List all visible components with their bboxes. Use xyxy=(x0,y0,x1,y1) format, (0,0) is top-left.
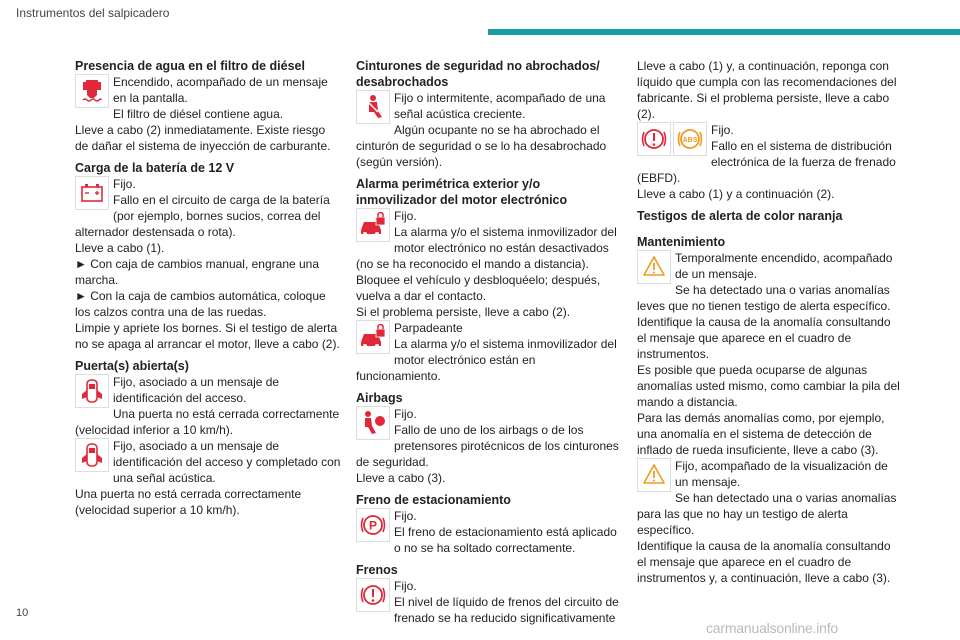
car-lock-alarm-icon xyxy=(356,208,390,242)
airbag-icon xyxy=(356,406,390,440)
heading-water-in-diesel: Presencia de agua en el filtro de diésel xyxy=(75,59,305,73)
battery-para-4: Limpie y apriete los bornes. Si el testigo de alerta no se apaga al arrancar el motor, lleve a cabo (2). xyxy=(75,321,340,351)
icon-row-ebfd xyxy=(637,122,903,186)
column-1 xyxy=(75,58,341,518)
icon-row-alarm-2 xyxy=(356,320,622,384)
heading-airbags: Airbags xyxy=(356,391,403,405)
icon-row-door-2 xyxy=(75,438,341,486)
battery-icon-text-2: Fallo en el circuito de carga de la batería (por ejemplo, bornes sucios, correa del alternador destensada o rota). xyxy=(75,193,330,239)
maintenance-para-3: Es posible que pueda ocuparse de algunas anomalías usted mismo, como cambiar la pila del mando a distancia. xyxy=(637,363,900,409)
car-lock-alarm-blinking-icon xyxy=(356,320,390,354)
brake-icon xyxy=(637,122,671,156)
warning-triangle-icon xyxy=(637,458,671,492)
battery-para-1: Lleve a cabo (1). xyxy=(75,241,165,255)
parking-brake-icon-text-2: El freno de estacionamiento está aplicado o no se ha soltado correctamente. xyxy=(394,525,617,555)
column-3 xyxy=(637,58,903,586)
alarm-icon-1-text-1: Fijo. xyxy=(394,209,417,223)
alarm-icon-1-text-2: La alarma y/o el sistema inmovilizador del motor electrónico no están desactivados (no se ha reconocido el mando a distancia). xyxy=(356,225,617,271)
alarm-icon-2-text-1: Parpadeante xyxy=(394,321,463,335)
maintenance-para-1: Se ha detectado una o varias anomalías leves que no tienen testigo de alerta específico. xyxy=(637,283,891,313)
maintenance-para-4: Para las demás anomalías como, por ejemplo, una anomalía en el sistema de detección de inflado de rueda insuficiente, lleve a cabo (3). xyxy=(637,411,885,457)
heading-brakes: Frenos xyxy=(356,563,398,577)
icon-row-maintenance-1 xyxy=(637,250,903,282)
doors-para-2: Una puerta no está cerrada correctamente (velocidad superior a 10 km/h). xyxy=(75,487,302,517)
icon-row-seatbelt xyxy=(356,90,622,122)
svg-text:P: P xyxy=(368,518,378,533)
battery-icon xyxy=(75,176,109,210)
airbag-icon-text-1: Fijo. xyxy=(394,407,417,421)
icon-row-water-in-diesel xyxy=(75,74,341,106)
maintenance-icon-2-text: Fijo, acompañado de la visualización de un mensaje. xyxy=(675,459,888,489)
ebfd-icon-text-2: Fallo en el sistema de distribución electrónica de la fuerza de frenado (EBFD). xyxy=(637,139,896,185)
heading-seatbelts: Cinturones de seguridad no abrochados/ desabrochados xyxy=(356,59,600,89)
heading-orange-warnings: Testigos de alerta de color naranja xyxy=(637,209,843,223)
door-icon-2-text: Fijo, asociado a un mensaje de identificación del acceso y completado con una señal acústica. xyxy=(113,439,341,485)
brakes-icon-text-1: Fijo. xyxy=(394,579,417,593)
alarm-icon-2-text-2: La alarma y/o el sistema inmovilizador del motor electrónico están en funcionamiento. xyxy=(356,337,617,383)
heading-alarm: Alarma perimétrica exterior y/o inmovilizador del motor electrónico xyxy=(356,177,568,207)
brakes-continued-para: Lleve a cabo (1) y, a continuación, reponga con líquido que cumpla con las recomendaciones del fabricante. Si el problema persiste, lleve a cabo (2). xyxy=(637,59,897,121)
seatbelt-icon xyxy=(356,90,390,124)
page-header-title: Instrumentos del salpicadero xyxy=(16,6,170,20)
header-accent-bar xyxy=(488,29,960,35)
fuel-filter-water-icon xyxy=(75,74,109,108)
parking-brake-icon-text-1: Fijo. xyxy=(394,509,417,523)
heading-battery: Carga de la batería de 12 V xyxy=(75,161,235,175)
watermark-text: carmanualsonline.info xyxy=(706,620,838,636)
brake-icon xyxy=(356,578,390,612)
maintenance-icon-1-text: Temporalmente encendido, acompañado de un mensaje. xyxy=(675,251,893,281)
seatbelt-icon-text: Fijo o intermitente, acompañado de una señal acústica creciente. xyxy=(394,91,606,121)
door-open-icon xyxy=(75,374,109,408)
seatbelt-para-1: Algún ocupante no se ha abrochado el cinturón de seguridad o se lo ha desabrochado (según versión). xyxy=(356,123,607,169)
icon-row-maintenance-2 xyxy=(637,458,903,490)
battery-para-3: ► Con la caja de cambios automática, coloque los calzos contra una de las ruedas. xyxy=(75,289,326,319)
battery-icon-text-1: Fijo. xyxy=(113,177,136,191)
page-number: 10 xyxy=(16,607,29,619)
maintenance-para-5: Se han detectado una o varias anomalías para las que no hay un testigo de alerta específico. xyxy=(637,491,897,537)
abs-icon xyxy=(673,122,707,156)
alarm-para-1: Bloquee el vehículo y desbloquéelo; después, vuelva a dar el contacto. xyxy=(356,273,601,303)
icon-row-door-1 xyxy=(75,374,341,406)
brakes-icon-text-2: El nivel de líquido de frenos del circuito de frenado se ha reducido significativamente xyxy=(394,595,619,625)
icon-row-brakes xyxy=(356,578,622,626)
maintenance-para-6: Identifique la causa de la anomalía consultando el mensaje que aparece en el cuadro de instrumentos y, a continuación, lleve a cabo (3). xyxy=(637,539,891,585)
water-in-diesel-para-1: El filtro de diésel contiene agua. xyxy=(113,107,284,121)
water-in-diesel-icon-text: Encendido, acompañado de un mensaje en la pantalla. xyxy=(113,75,328,105)
door-open-sound-icon xyxy=(75,438,109,472)
icon-row-battery xyxy=(75,176,341,240)
heading-doors: Puerta(s) abierta(s) xyxy=(75,359,189,373)
water-in-diesel-para-2: Lleve a cabo (2) inmediatamente. Existe riesgo de dañar el sistema de inyección de carburante. xyxy=(75,123,331,153)
door-icon-1-text: Fijo, asociado a un mensaje de identificación del acceso. xyxy=(113,375,280,405)
icon-row-parking-brake xyxy=(356,508,622,556)
ebfd-para: Lleve a cabo (1) y a continuación (2). xyxy=(637,187,835,201)
maintenance-para-2: Identifique la causa de la anomalía consultando el mensaje que aparece en el cuadro de instrumentos. xyxy=(637,315,891,361)
svg-text:ABS: ABS xyxy=(682,137,698,144)
heading-maintenance: Mantenimiento xyxy=(637,235,726,249)
airbag-para-1: Lleve a cabo (3). xyxy=(356,471,446,485)
heading-parking-brake: Freno de estacionamiento xyxy=(356,493,511,507)
parking-brake-icon xyxy=(356,508,390,542)
column-2 xyxy=(356,58,622,626)
airbag-icon-text-2: Fallo de uno de los airbags o de los pretensores pirotécnicos de los cinturones de seguridad. xyxy=(356,423,619,469)
icon-row-airbag xyxy=(356,406,622,470)
doors-para-1: Una puerta no está cerrada correctamente (velocidad inferior a 10 km/h). xyxy=(75,407,340,437)
warning-triangle-icon xyxy=(637,250,671,284)
ebfd-icon-text-1: Fijo. xyxy=(711,123,734,137)
alarm-para-2: Si el problema persiste, lleve a cabo (2). xyxy=(356,305,571,319)
battery-para-2: ► Con caja de cambios manual, engrane una marcha. xyxy=(75,257,320,287)
icon-row-alarm-1 xyxy=(356,208,622,272)
